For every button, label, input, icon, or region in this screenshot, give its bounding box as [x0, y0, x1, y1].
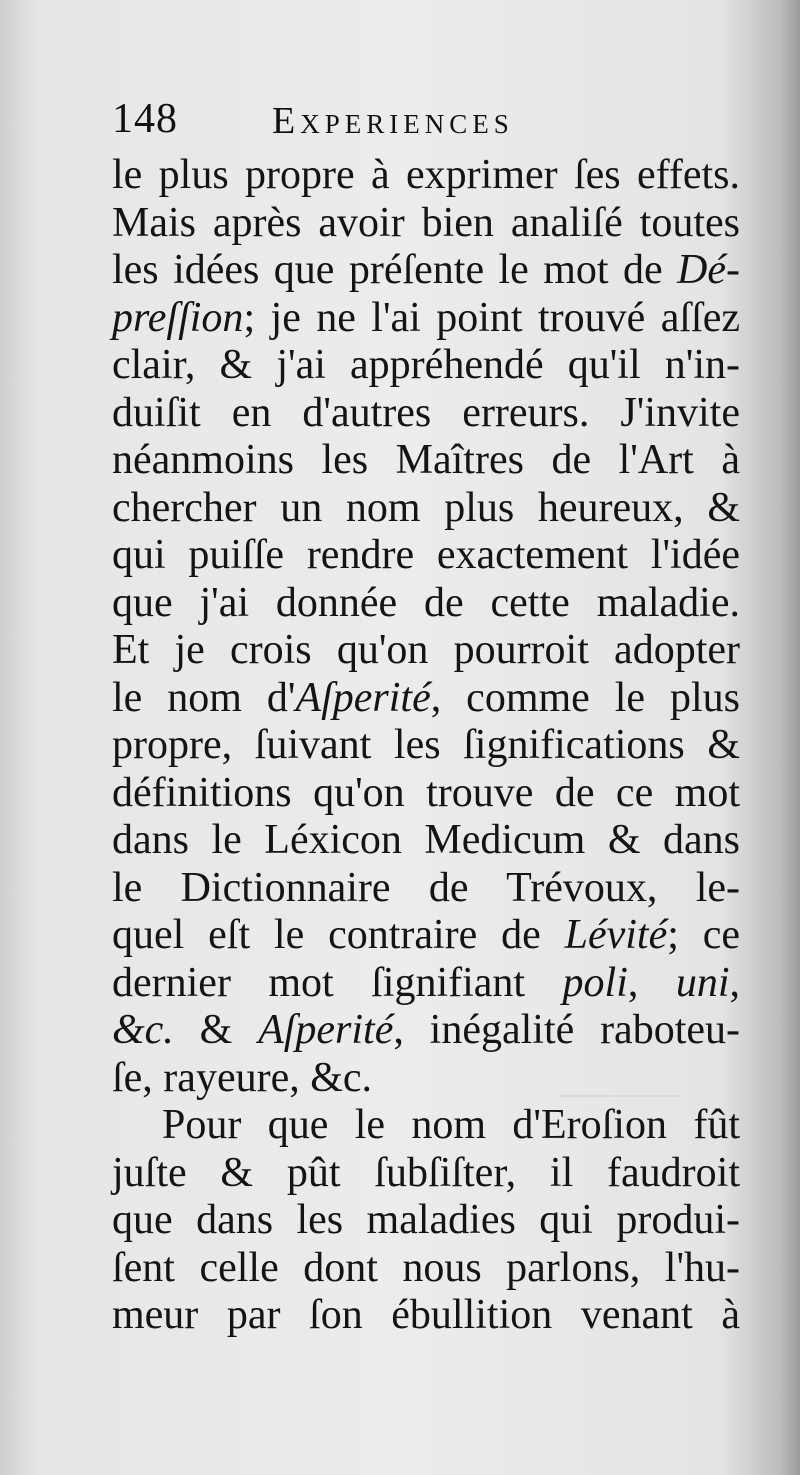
text-segment: dans le Léxicon Medicum & dans — [112, 817, 740, 863]
text-line — [112, 1245, 740, 1293]
text-line — [112, 865, 740, 913]
text-segment: , comme le plus — [430, 674, 741, 721]
text-segment: , inégalité raboteu- — [393, 1007, 740, 1053]
text-line — [112, 247, 740, 295]
text-line — [112, 200, 740, 248]
text-line — [112, 960, 740, 1008]
text-segment: propre, ſuivant les ſignifications & — [112, 722, 740, 768]
text-line — [112, 532, 740, 580]
running-head: Experiences — [272, 100, 514, 142]
text-line — [112, 485, 740, 533]
text-segment: Pour que le nom d'Eroſion fût — [162, 1102, 740, 1148]
italic-text: uni — [675, 959, 730, 1006]
text-line — [112, 1102, 740, 1150]
text-segment: le Dictionnaire de Trévoux, le- — [112, 864, 740, 911]
text-segment: chercher un nom plus heureux, & — [112, 484, 740, 531]
italic-text: Lévité — [564, 912, 668, 958]
italic-text: poli — [562, 959, 628, 1006]
text-line — [112, 770, 740, 818]
text-segment: les idées que préſente le mot de — [112, 247, 678, 293]
text-segment: , — [729, 959, 740, 1006]
text-line — [112, 722, 740, 770]
text-segment: & — [173, 1007, 259, 1053]
text-line — [112, 342, 740, 390]
text-segment: néanmoins les Maîtres de l'Art à — [112, 437, 740, 483]
page-number: 148 — [112, 96, 178, 142]
text-segment: duiſit en d'autres erreurs. J'invite — [112, 389, 740, 436]
italic-text: preſſion — [112, 294, 244, 341]
italic-text: &c. — [112, 1007, 174, 1053]
text-line — [112, 152, 740, 200]
text-segment: que j'ai donnée de cette maladie. — [112, 579, 740, 626]
page-header — [112, 95, 732, 145]
text-segment: dernier mot ſignifiant — [112, 959, 563, 1006]
body-text — [112, 152, 740, 1340]
text-segment: ſe, rayeure, &c. — [112, 1054, 373, 1101]
italic-text: Aſperité — [258, 1007, 394, 1053]
text-segment: juſte & pût ſubſiſter, il faudroit — [112, 1149, 740, 1196]
text-line — [112, 1055, 740, 1103]
text-segment: ſent celle dont nous parlons, l'hu- — [112, 1244, 740, 1291]
text-segment: le nom d' — [112, 674, 296, 721]
text-line — [112, 1197, 740, 1245]
text-line — [112, 912, 740, 960]
text-segment: que dans les maladies qui produi- — [112, 1197, 740, 1243]
text-segment: le plus propre à exprimer ſes effets. — [112, 152, 740, 198]
text-line — [112, 675, 740, 723]
text-segment: Mais après avoir bien analiſé toutes — [112, 199, 740, 246]
text-segment: clair, & j'ai appréhendé qu'il n'in- — [112, 342, 740, 388]
italic-text: Aſperité — [295, 674, 431, 721]
text-segment: quel eſt le contraire de — [112, 912, 565, 958]
text-line — [112, 1150, 740, 1198]
text-segment: meur par ſon ébullition venant à — [112, 1292, 740, 1338]
text-line — [112, 390, 740, 438]
text-segment: définitions qu'on trouve de ce mot — [112, 769, 740, 816]
text-line — [112, 817, 740, 865]
text-line — [112, 627, 740, 675]
italic-text: Dé- — [677, 247, 740, 293]
text-line — [112, 580, 740, 628]
text-segment: , — [627, 959, 676, 1006]
text-segment: Et je crois qu'on pourroit adopter — [112, 627, 740, 673]
text-line — [112, 295, 740, 343]
text-segment: ; je ne l'ai point trouvé aſſez — [243, 294, 740, 341]
text-line — [112, 1007, 740, 1055]
text-segment: qui puiſſe rendre exactement l'idée — [112, 532, 740, 578]
text-line — [112, 437, 740, 485]
text-line — [112, 1292, 740, 1340]
text-segment: ; ce — [667, 912, 740, 958]
